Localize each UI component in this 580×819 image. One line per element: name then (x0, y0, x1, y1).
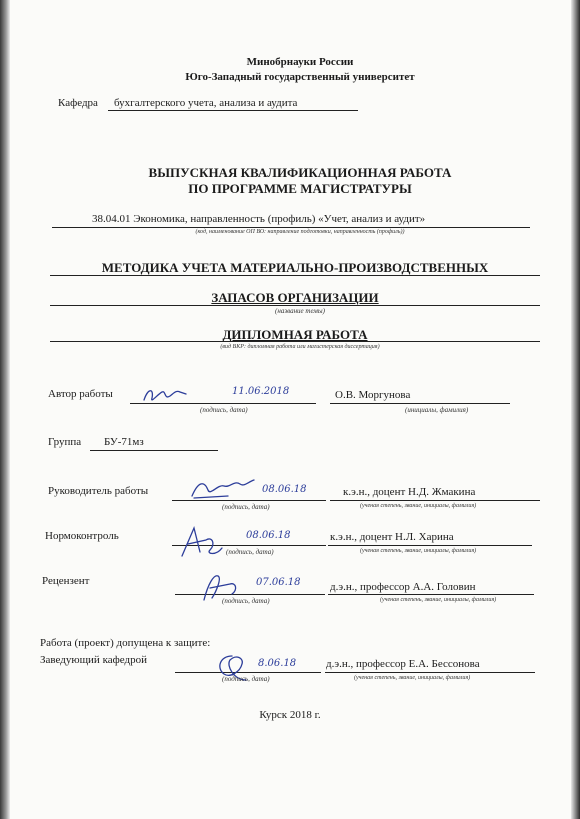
reviewer-name-line (328, 594, 534, 595)
admission-name-line (325, 672, 535, 673)
work-type-title-line2: ПО ПРОГРАММЕ МАГИСТРАТУРЫ (188, 181, 412, 196)
group-line (90, 450, 218, 451)
work-kind-value: ДИПЛОМНАЯ РАБОТА (222, 327, 368, 342)
scan-edge-right (571, 0, 580, 819)
group-label: Группа (48, 436, 82, 448)
reviewer-date: 07.06.18 (256, 577, 301, 588)
admission-line: Работа (проект) допущена к защите: (40, 637, 211, 649)
supervisor-signature (188, 476, 258, 502)
work-type-title-line1: ВЫПУСКНАЯ КВАЛИФИКАЦИОННАЯ РАБОТА (148, 165, 452, 180)
supervisor-name: к.э.н., доцент Н.Д. Жмакина (343, 486, 476, 498)
author-signature (140, 384, 190, 406)
topic-line1: МЕТОДИКА УЧЕТА МАТЕРИАЛЬНО-ПРОИЗВОДСТВЕННЫХ (101, 260, 489, 275)
supervisor-label: Руководитель работы (48, 485, 149, 497)
supervisor-name-caption: (ученая степень, звание, инициалы, фамилия) (360, 503, 477, 509)
supervisor-date: 08.06.18 (262, 484, 307, 495)
program-line (52, 227, 530, 228)
author-date: 11.06.2018 (232, 386, 290, 397)
scan-edge-left (0, 0, 10, 819)
author-sign-caption: (подпись, дата) (200, 406, 248, 414)
reviewer-label: Рецензент (42, 575, 90, 587)
program-caption: (код, наименование ОП ВО: направление подготовки, направленность (профиль)) (195, 229, 405, 235)
norm-control-name-line (328, 545, 532, 546)
university-name: Юго-Западный государственный университет (185, 71, 415, 83)
admission-name-caption: (ученая степень, звание, инициалы, фамилия) (354, 675, 471, 681)
author-name: О.В. Моргунова (335, 389, 411, 401)
reviewer-sign-caption: (подпись, дата) (222, 597, 270, 605)
norm-control-sign-caption: (подпись, дата) (226, 548, 274, 556)
ministry-name: Минобрнауки России (246, 56, 354, 68)
admission-date: 8.06.18 (258, 658, 297, 669)
reviewer-name-caption: (ученая степень, звание, инициалы, фамилия) (380, 597, 497, 603)
norm-control-date: 08.06.18 (246, 530, 291, 541)
norm-control-name: к.э.н., доцент Н.Л. Харина (330, 531, 454, 543)
supervisor-sign-caption: (подпись, дата) (222, 503, 270, 511)
head-of-department-label: Заведующий кафедрой (40, 654, 147, 666)
author-label: Автор работы (48, 388, 113, 400)
work-kind-caption: (вид ВКР: дипломная работа или магистерская диссертация) (220, 344, 380, 350)
program-value: 38.04.01 Экономика, направленность (профиль) «Учет, анализ и аудит» (92, 213, 426, 225)
department-line (108, 110, 358, 111)
department-label: Кафедра (58, 97, 98, 109)
reviewer-name: д.э.н., профессор А.А. Головин (330, 581, 476, 593)
author-name-caption: (инициалы, фамилия) (405, 406, 469, 414)
supervisor-name-line (330, 500, 540, 501)
author-name-line (330, 403, 510, 404)
norm-control-name-caption: (ученая степень, звание, инициалы, фамилия) (360, 548, 477, 554)
admission-sign-caption: (подпись, дата) (222, 675, 270, 683)
department-value: бухгалтерского учета, анализа и аудита (114, 97, 298, 109)
head-name: д.э.н., профессор Е.А. Бессонова (326, 658, 480, 670)
topic-caption: (название темы) (275, 307, 325, 315)
city-year: Курск 2018 г. (259, 709, 321, 721)
topic-line2: ЗАПАСОВ ОРГАНИЗАЦИИ (211, 290, 379, 305)
norm-control-label: Нормоконтроль (45, 530, 119, 542)
group-value: БУ-71мз (104, 436, 144, 448)
norm-control-signature (176, 522, 226, 562)
